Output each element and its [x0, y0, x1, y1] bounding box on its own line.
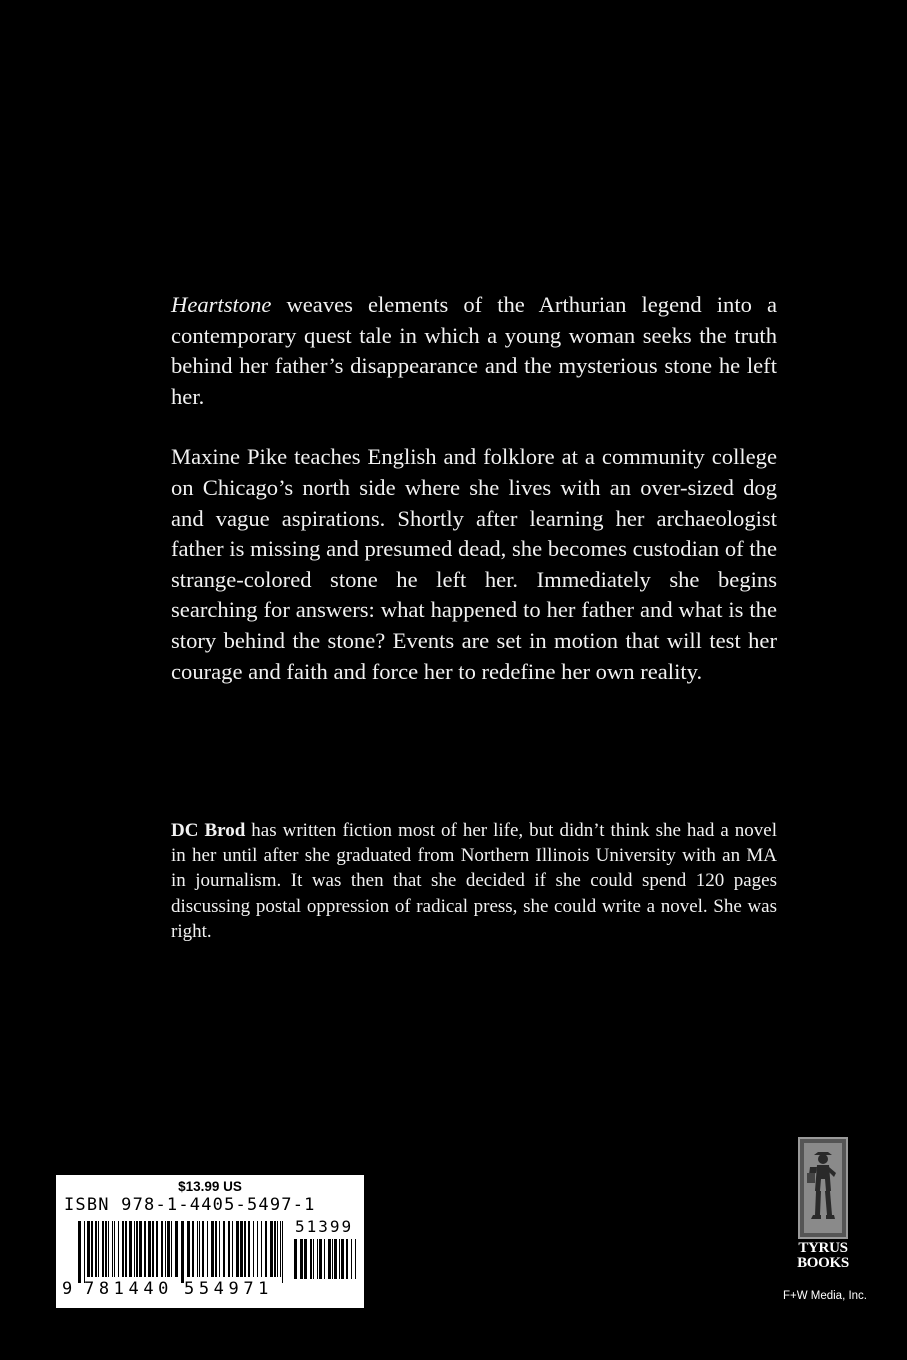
barcode-bar	[105, 1221, 107, 1277]
barcode-bar	[261, 1221, 262, 1277]
barcode-bar	[248, 1221, 250, 1277]
barcode-bar	[346, 1239, 348, 1279]
barcode-bar	[232, 1221, 233, 1277]
barcode-bar	[355, 1239, 356, 1279]
author-name: DC Brod	[171, 820, 246, 841]
barcode-bar	[102, 1221, 104, 1277]
price-addon-digits: 51399	[295, 1217, 354, 1236]
barcode-bar	[219, 1221, 220, 1277]
barcode-bar	[341, 1239, 344, 1279]
barcode-bar	[324, 1239, 325, 1279]
book-blurb	[171, 290, 777, 687]
barcode-bar	[339, 1239, 340, 1279]
barcode-bar	[334, 1239, 337, 1279]
barcode-bar	[114, 1221, 115, 1277]
barcode-bar	[125, 1221, 127, 1277]
barcode-bar	[112, 1221, 113, 1277]
blurb-paragraph-2: Maxine Pike teaches English and folklore at a community college on Chicago’s north side where she lives with an over-sized dog and vague aspirations. Shortly after learning her archaeologist father is missing and presumed dead, she becomes custodian of the strange-colored stone he left her. Immediately she begins searching for answers: what happened to her father and what is the story behind the stone? Events are set in motion that will test her courage and faith and force her to redefine her own reality.	[171, 444, 777, 684]
barcode-bar	[270, 1221, 273, 1277]
barcode-bar	[108, 1221, 109, 1277]
barcode-bar	[148, 1221, 151, 1277]
barcode-label	[56, 1175, 364, 1308]
barcode-bar	[139, 1221, 142, 1277]
barcode-bar	[175, 1221, 178, 1277]
barcode-bar	[156, 1221, 158, 1277]
figure-illustration-icon	[804, 1143, 842, 1233]
barcode-bar	[136, 1221, 138, 1277]
barcode-bar	[332, 1239, 333, 1279]
barcode-bar	[253, 1221, 254, 1277]
barcode-bar	[211, 1221, 214, 1277]
publisher-logo-text	[795, 1241, 851, 1271]
ean-right-digits: 554971	[184, 1279, 274, 1299]
barcode-bar	[257, 1221, 258, 1277]
logo-frame	[798, 1137, 848, 1239]
logo-line-2: BOOKS	[797, 1255, 849, 1271]
barcode-bar	[277, 1221, 278, 1277]
publisher-imprint: F+W Media, Inc.	[782, 1290, 868, 1302]
barcode-bar	[187, 1221, 190, 1277]
barcode-bar	[134, 1221, 135, 1277]
ean-lead-digit: 9	[62, 1279, 73, 1299]
ean-left-digits: 781440	[84, 1279, 174, 1299]
barcode-bar	[244, 1221, 246, 1277]
barcode-bar	[351, 1239, 352, 1279]
barcode-bar	[274, 1221, 276, 1277]
barcode-bar	[304, 1239, 307, 1279]
blurb-paragraph-1	[171, 290, 777, 412]
addon-barcode-bars	[294, 1239, 358, 1279]
author-bio	[171, 818, 777, 944]
book-title: Heartstone	[171, 292, 272, 317]
barcode-bar	[192, 1221, 194, 1277]
barcode-bar	[310, 1239, 312, 1279]
barcode-bar	[122, 1221, 124, 1277]
barcode-bar	[171, 1221, 172, 1277]
barcode-bar	[300, 1239, 303, 1279]
logo-line-1: TYRUS	[798, 1240, 848, 1256]
barcode-bar	[87, 1221, 90, 1277]
barcode-bar	[294, 1239, 297, 1279]
barcode-bar	[167, 1221, 170, 1277]
barcode-bar	[282, 1221, 283, 1283]
barcode-bar	[95, 1221, 97, 1277]
barcode-bar	[265, 1221, 267, 1277]
barcode-bar	[228, 1221, 230, 1277]
barcode-bar	[91, 1221, 93, 1277]
barcode-bar	[78, 1221, 81, 1283]
barcode-bar	[144, 1221, 146, 1277]
barcode-bar	[328, 1239, 331, 1279]
barcode-bar	[152, 1221, 154, 1277]
ean-barcode-bars	[78, 1221, 288, 1283]
barcode-bar	[118, 1221, 119, 1277]
barcode-bar	[84, 1221, 85, 1283]
barcode-bar	[98, 1221, 99, 1277]
barcode-bar	[223, 1221, 225, 1277]
barcode-bar	[197, 1221, 198, 1277]
barcode-bar	[199, 1221, 200, 1277]
blurb-paragraph-1-text: weaves elements of the Arthurian legend into a contemporary quest tale in which a young woman seeks the truth behind her father’s disappearance and the mysterious stone he left her.	[171, 292, 777, 409]
price-label: $13.99 US	[178, 1179, 242, 1194]
barcode-bar	[236, 1221, 239, 1277]
barcode-bar	[161, 1221, 163, 1277]
author-bio-paragraph	[171, 818, 777, 944]
barcode-bar	[207, 1221, 208, 1277]
barcode-bar	[319, 1239, 322, 1279]
barcode-bar	[165, 1221, 166, 1277]
isbn-text: ISBN 978-1-4405-5497-1	[64, 1195, 316, 1215]
barcode-bar	[313, 1239, 314, 1279]
barcode-bar	[240, 1221, 243, 1277]
author-bio-text: has written fiction most of her life, but didn’t think she had a novel in her until after she graduated from Northern Illinois University with an MA in journalism. It was then that she decided if she could spend 120 pages discussing postal oppression of radical press, she could write a novel. She was right.	[171, 820, 777, 942]
barcode-bar	[129, 1221, 132, 1277]
barcode-bar	[181, 1221, 184, 1283]
barcode-bar	[202, 1221, 204, 1277]
publisher-logo	[795, 1137, 851, 1280]
barcode-bar	[317, 1239, 318, 1279]
barcode-bar	[215, 1221, 217, 1277]
barcode-bar	[280, 1221, 281, 1277]
